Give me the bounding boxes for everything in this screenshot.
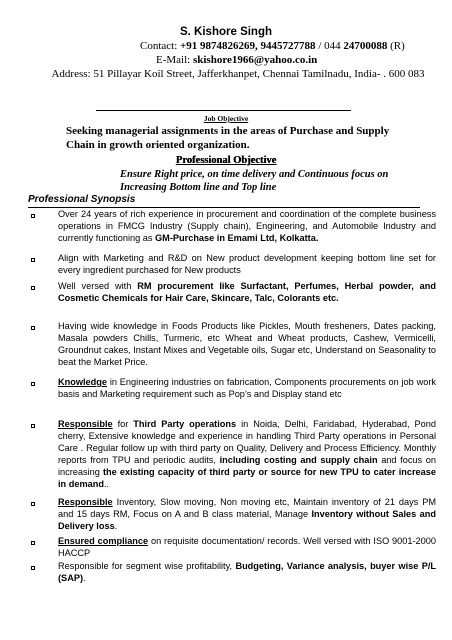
body-text: .. bbox=[103, 478, 110, 489]
job-objective-heading: Job Objective bbox=[203, 114, 249, 123]
synopsis-item-text bbox=[58, 536, 436, 560]
emphasis-text: GM-Purchase in Emami Ltd, Kolkatta. bbox=[155, 232, 319, 243]
email-label: E-Mail: bbox=[156, 54, 193, 66]
body-text: and focus on increasing bbox=[58, 454, 436, 477]
synopsis-item-text bbox=[58, 497, 436, 533]
landline-number: 24700088 bbox=[343, 40, 388, 52]
body-text: Align with Marketing and R&D on New product development keeping bottom line set for every ingredient purchased for New products bbox=[58, 253, 436, 275]
synopsis-divider bbox=[28, 207, 420, 208]
emphasis-text: Knowledge bbox=[58, 377, 108, 387]
email-address[interactable]: skishore1966@yahoo.co.in bbox=[192, 54, 318, 66]
bullet-icon bbox=[31, 326, 35, 330]
body-text: . bbox=[83, 572, 86, 583]
emphasis-text: Inventory without Sales and Delivery loss bbox=[58, 508, 436, 531]
synopsis-item-text bbox=[58, 281, 436, 305]
bullet-icon bbox=[31, 502, 35, 506]
phone-separator: / 044 bbox=[315, 40, 344, 52]
synopsis-item-text bbox=[58, 561, 436, 585]
emphasis-text: RM procurement like Surfactant, Perfumes, Herbal powder, and Cosmetic Chemicals for Hair Care, Skincare, Talc, Colorants etc. bbox=[58, 281, 436, 303]
header-divider bbox=[96, 110, 351, 111]
phone-suffix: (R) bbox=[387, 40, 405, 52]
emphasis-text: Responsible bbox=[58, 497, 113, 507]
emphasis-text: the existing capacity of third party or source for new TPU to cater increase in demand bbox=[58, 466, 436, 489]
email-line bbox=[156, 54, 317, 66]
contact-label: Contact: bbox=[140, 40, 181, 52]
body-text: Inventory, Slow moving, Non moving etc, Maintain inventory of 21 days PM and 15 days RM, Focus on A and B class material, Manage bbox=[58, 497, 436, 519]
bullet-icon bbox=[31, 541, 35, 545]
body-text: Over 24 years of rich experience in procurement and coordination of the complete business operations in FMCG Industry (Supply chain), Engineering, and Automobile Industry and currently functioning as bbox=[58, 209, 436, 243]
bullet-icon bbox=[31, 286, 35, 290]
body-text: in Noida, Delhi, Faridabad, Hyderabad, Pond cherry, Extensive knowledge and experience in handling Third Party operations in Personal Care . Regular follow up with third party on Quality, Delivery and Process Efficiency. Monthly reports from TPU and periodic audits, bbox=[58, 419, 436, 465]
body-text: . bbox=[114, 520, 118, 531]
bullet-icon bbox=[31, 566, 35, 570]
emphasis-text: Budgeting, Variance analysis, buyer wise P/L (SAP) bbox=[58, 561, 436, 583]
emphasis-text: Responsible bbox=[58, 419, 113, 429]
body-text: for bbox=[112, 419, 134, 429]
professional-objective-heading: Professional Objective bbox=[175, 155, 277, 166]
body-text: on requisite documentation/ records. Well versed with ISO 9001-2000 HACCP bbox=[58, 536, 436, 558]
emphasis-text: including costing and supply chain bbox=[219, 454, 378, 465]
body-text: Having wide knowledge in Foods Products like Pickles, Mouth fresheners, Dates packing, Masala powders Chills, Turmeric, etc Wheat and Wheat products, Cashew, Vermicelli, Groundnut cakes, Instant Mixes and Vegetable oils, Sugar etc, Understand on Seasonality to beat the Market Price. bbox=[58, 321, 436, 367]
job-objective-text: Seeking managerial assignments in the areas of Purchase and Supply Chain in growth oriented organization. bbox=[66, 125, 390, 151]
synopsis-heading: Professional Synopsis bbox=[28, 194, 136, 205]
professional-objective-text: Ensure Right price, on time delivery and Continuous focus on Increasing Bottom line and Top line bbox=[120, 169, 389, 193]
contact-line bbox=[140, 40, 405, 52]
synopsis-item-text bbox=[58, 209, 436, 245]
synopsis-item-text bbox=[58, 253, 436, 277]
resume-name: S. Kishore Singh bbox=[180, 26, 273, 38]
synopsis-item-text bbox=[58, 419, 436, 490]
body-text: Well versed with bbox=[58, 281, 138, 291]
emphasis-text: Ensured compliance bbox=[58, 536, 149, 546]
bullet-icon bbox=[31, 258, 35, 262]
mobile-numbers: +91 9874826269, 9445727788 bbox=[180, 40, 316, 52]
synopsis-item-text bbox=[58, 321, 436, 369]
body-text: in Engineering industries on fabrication, Components procurements on job work basis and Marketing requirement such as Pop’s and Display stand etc bbox=[58, 377, 436, 399]
bullet-icon bbox=[31, 382, 35, 386]
body-text: Responsible for segment wise profitability, bbox=[58, 561, 236, 571]
synopsis-item-text bbox=[58, 377, 436, 401]
emphasis-text: Third Party operations bbox=[133, 419, 237, 429]
bullet-icon bbox=[31, 214, 35, 218]
bullet-icon bbox=[31, 424, 35, 428]
address: Address: 51 Pillayar Koil Street, Jafferkhanpet, Chennai Tamilnadu, India- . 600 083 bbox=[51, 68, 425, 80]
